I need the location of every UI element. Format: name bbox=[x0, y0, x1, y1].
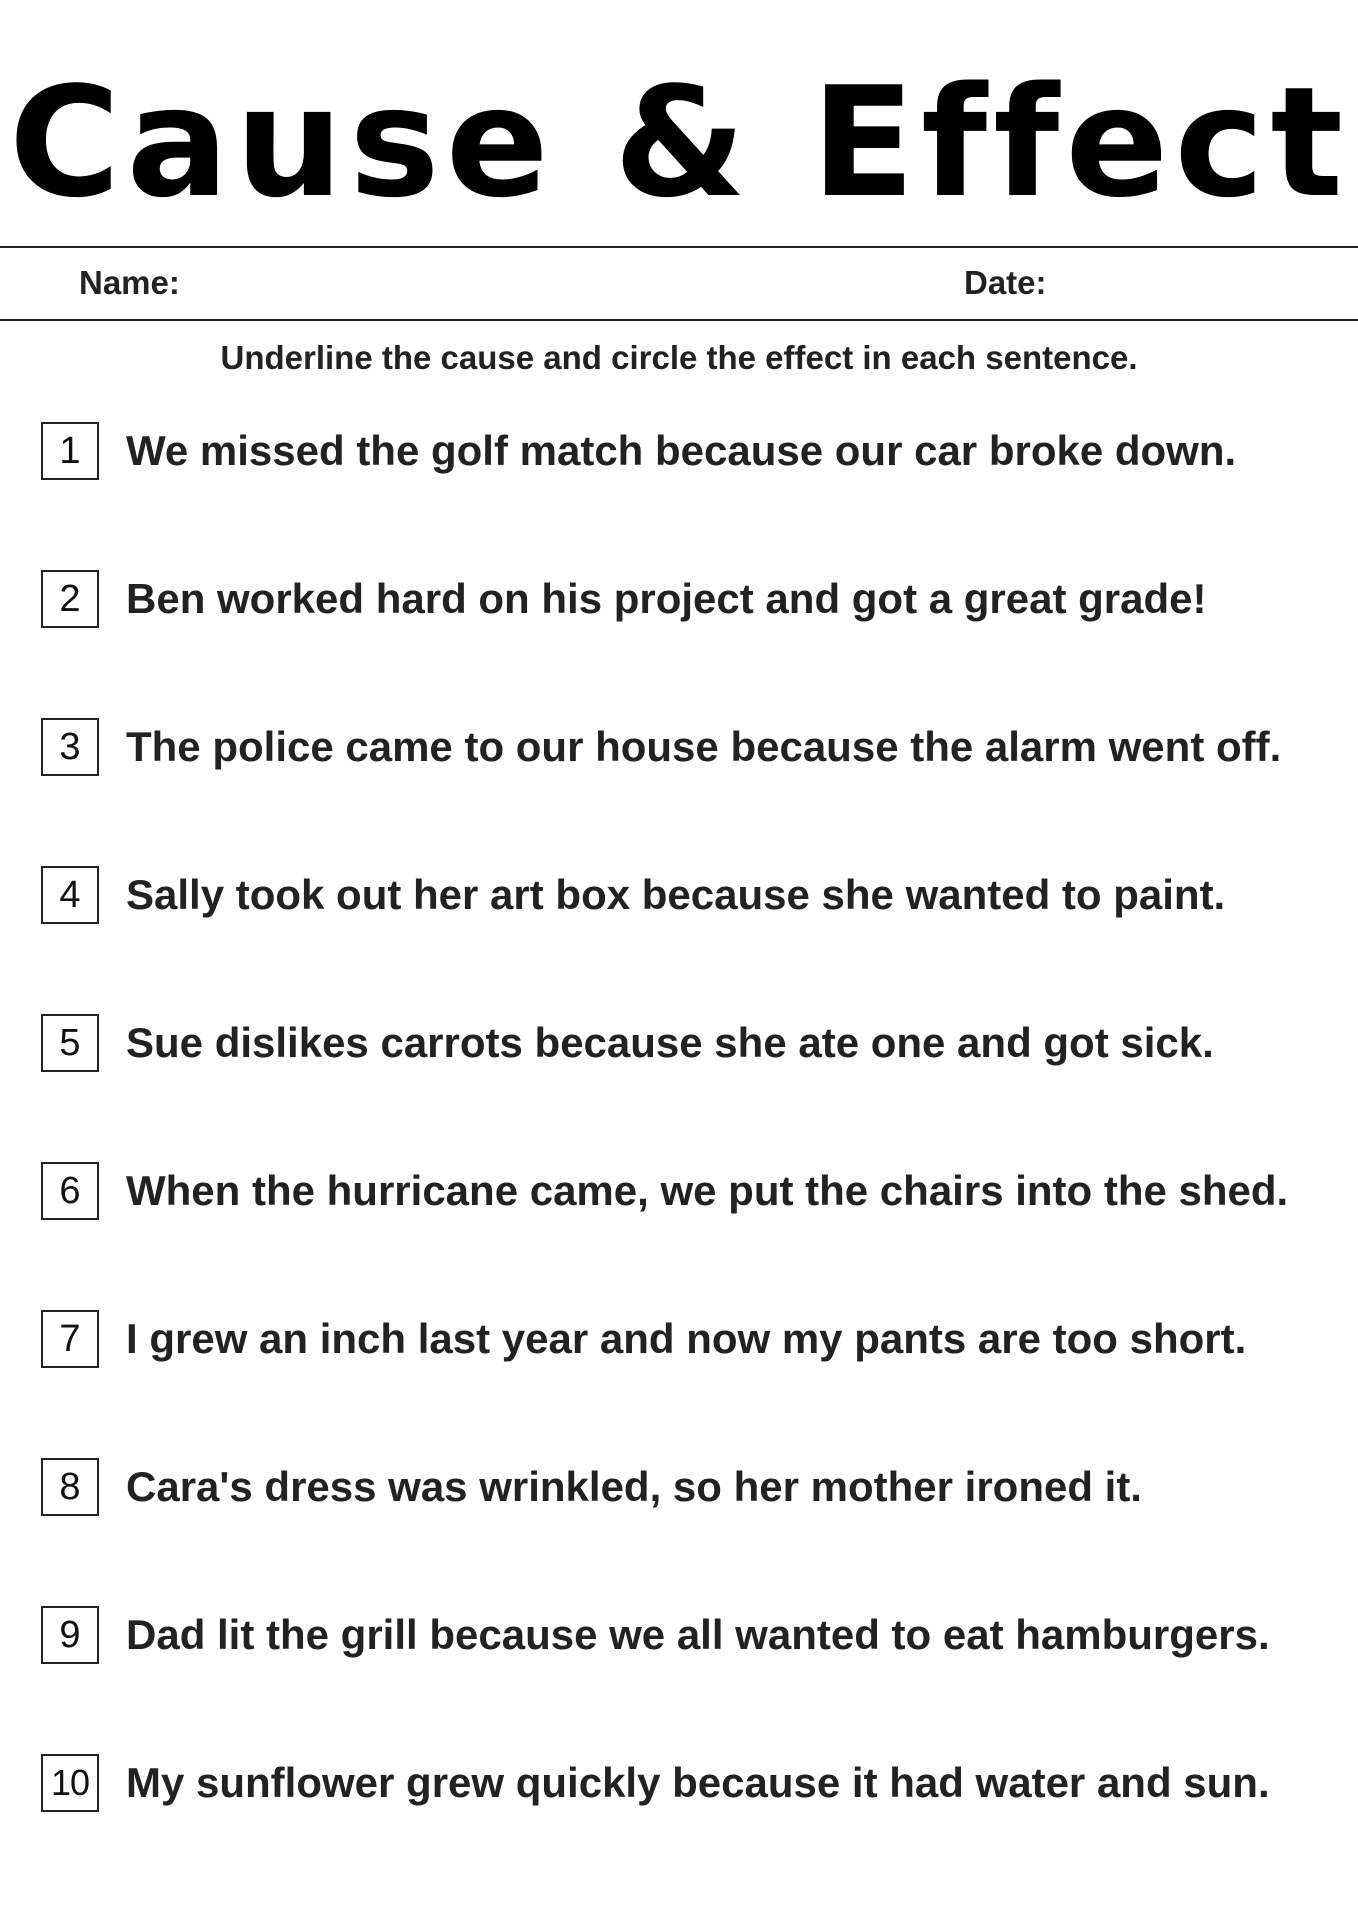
name-label: Name: bbox=[79, 264, 180, 301]
question-item bbox=[0, 1456, 1358, 1520]
question-item bbox=[0, 1752, 1358, 1816]
question-number: 6 bbox=[41, 1162, 99, 1220]
question-text: My sunflower grew quickly because it had water and sun. bbox=[126, 1759, 1270, 1806]
question-number: 3 bbox=[41, 718, 99, 776]
instructions: Underline the cause and circle the effect in each sentence. bbox=[220, 339, 1138, 376]
question-number: 7 bbox=[41, 1310, 99, 1368]
question-text: I grew an inch last year and now my pants are too short. bbox=[126, 1315, 1247, 1362]
question-text: Ben worked hard on his project and got a great grade! bbox=[126, 575, 1207, 622]
question-text: Cara's dress was wrinkled, so her mother ironed it. bbox=[126, 1463, 1142, 1510]
bottom-divider bbox=[0, 319, 1358, 321]
question-number: 10 bbox=[41, 1754, 99, 1812]
worksheet-title: Cause & Effect bbox=[8, 54, 1350, 231]
question-item bbox=[0, 716, 1358, 780]
question-text: We missed the golf match because our car broke down. bbox=[126, 427, 1237, 474]
date-label: Date: bbox=[964, 264, 1047, 301]
question-item bbox=[0, 568, 1358, 632]
question-text: Sally took out her art box because she wanted to paint. bbox=[126, 871, 1226, 918]
question-number: 9 bbox=[41, 1606, 99, 1664]
question-item bbox=[0, 420, 1358, 484]
question-item bbox=[0, 1160, 1358, 1224]
question-item bbox=[0, 1012, 1358, 1076]
question-text: The police came to our house because the alarm went off. bbox=[126, 723, 1282, 770]
question-number: 1 bbox=[41, 422, 99, 480]
question-text: Dad lit the grill because we all wanted to eat hamburgers. bbox=[126, 1611, 1270, 1658]
question-number: 4 bbox=[41, 866, 99, 924]
question-text: Sue dislikes carrots because she ate one and got sick. bbox=[126, 1019, 1214, 1066]
question-number: 8 bbox=[41, 1458, 99, 1516]
question-item bbox=[0, 1604, 1358, 1668]
top-divider bbox=[0, 246, 1358, 248]
question-text: When the hurricane came, we put the chairs into the shed. bbox=[126, 1167, 1289, 1214]
question-item bbox=[0, 864, 1358, 928]
question-item bbox=[0, 1308, 1358, 1372]
question-number: 5 bbox=[41, 1014, 99, 1072]
question-number: 2 bbox=[41, 570, 99, 628]
